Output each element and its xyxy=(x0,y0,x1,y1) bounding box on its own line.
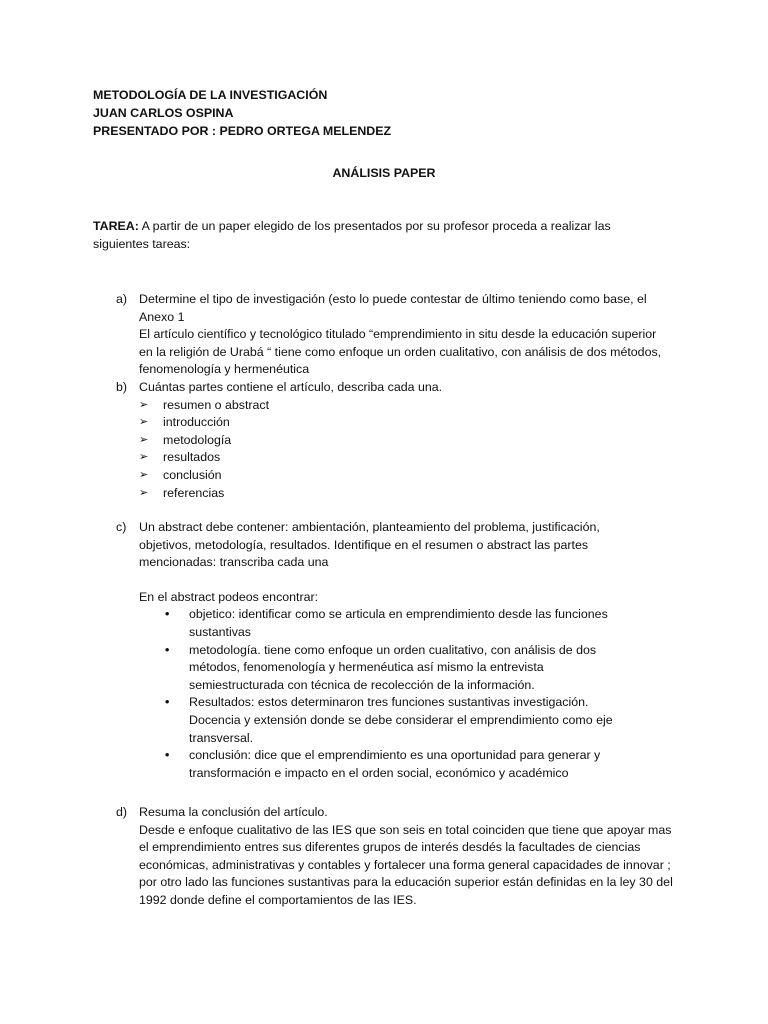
question-letter: b) xyxy=(116,380,128,394)
arrow-bullet-icon: ➢ xyxy=(139,398,149,411)
list-item: • conclusión: dice que el emprendimiento es una oportunidad para generar y transformación e impacto en el orden social, económico y académico xyxy=(165,748,601,780)
page-title: ANÁLISIS PAPER xyxy=(332,166,436,180)
bullet-icon: • xyxy=(165,642,170,657)
list-item: ➢ metodología xyxy=(139,432,653,450)
arrow-bullet-icon: ➢ xyxy=(139,468,149,481)
list-item: ➢ resumen o abstract xyxy=(139,397,653,415)
bullet-icon: • xyxy=(165,607,170,622)
task-paragraph xyxy=(93,218,653,253)
answer-text: El artículo científico y tecnológico titulado “emprendimiento in situ desde la educación superior en la religión de Urabá “ tiene como enfoque un orden cualitativo, con análisis de dos métodos, fenomenología y hermenéutica xyxy=(139,327,662,377)
professor-name: JUAN CARLOS OSPINA xyxy=(93,106,234,120)
list-item: • metodología. tiene como enfoque un orden cualitativo, con análisis de dos métodos, fenomenología y hermenéutica así mismo la entrevista semiestructurada con técnica de recolección de la información. xyxy=(165,642,597,692)
question-text: Un abstract debe contener: ambientación, planteamiento del problema, justificación, objetivos, metodología, resultados. Identifique en el resumen o abstract las partes mencionadas: transcriba cada una xyxy=(139,520,600,570)
question-b xyxy=(93,379,653,502)
bullet-icon: • xyxy=(165,695,170,710)
arrow-bullet-icon: ➢ xyxy=(139,416,149,429)
list-item: • objetico: identificar como se articula en emprendimiento desde las funciones sustantivas xyxy=(165,607,608,639)
course-title: METODOLOGÍA DE LA INVESTIGACIÓN xyxy=(93,88,328,102)
bullet-icon: • xyxy=(165,748,170,763)
question-text: Determine el tipo de investigación (esto lo puede contestar de último teniendo como base, el Anexo 1 xyxy=(139,292,647,324)
question-text: Resuma la conclusión del artículo. xyxy=(139,805,328,819)
arrow-bullet-icon: ➢ xyxy=(139,451,149,464)
question-letter: d) xyxy=(116,805,128,819)
answer-text: Desde e enfoque cualitativo de las IES que son seis en total coinciden que tiene que apoyar mas el emprendimiento entres sus diferentes grupos de interés desdés la facultades de ciencias económicas, administrativas y contables y fortalecer una forma general capacidades de innovar ; por otro lado las funciones sustantivas para la educación superior están definidas en la ley 30 del 1992 donde define el comportamientos de las IES. xyxy=(139,822,673,907)
document-header xyxy=(93,87,391,141)
list-item: ➢ referencias xyxy=(139,485,653,503)
arrow-bullet-icon: ➢ xyxy=(139,486,149,499)
parts-list xyxy=(139,397,653,503)
list-item: ➢ introducción xyxy=(139,414,653,432)
presenter-line: PRESENTADO POR : PEDRO ORTEGA MELENDEZ xyxy=(93,124,392,138)
list-item: • Resultados: estos determinaron tres funciones sustantivas investigación. Docencia y extensión donde se debe considerar el emprendimiento como eje transversal. xyxy=(165,695,613,745)
question-letter: a) xyxy=(116,292,128,306)
list-item: ➢ resultados xyxy=(139,449,653,467)
question-letter: c) xyxy=(116,520,127,534)
list-item: ➢ conclusión xyxy=(139,467,653,485)
task-text: A partir de un paper elegido de los presentados por su profesor proceda a realizar las siguientes tareas: xyxy=(93,219,611,251)
question-text: Cuántas partes contiene el artículo, describa cada una. xyxy=(139,380,443,394)
abstract-intro: En el abstract podeos encontrar: xyxy=(139,589,319,604)
question-c xyxy=(93,519,653,782)
abstract-parts-list xyxy=(163,606,639,782)
task-label: TAREA: xyxy=(93,219,139,233)
question-d xyxy=(93,804,683,910)
question-a xyxy=(93,291,673,379)
arrow-bullet-icon: ➢ xyxy=(139,433,149,446)
